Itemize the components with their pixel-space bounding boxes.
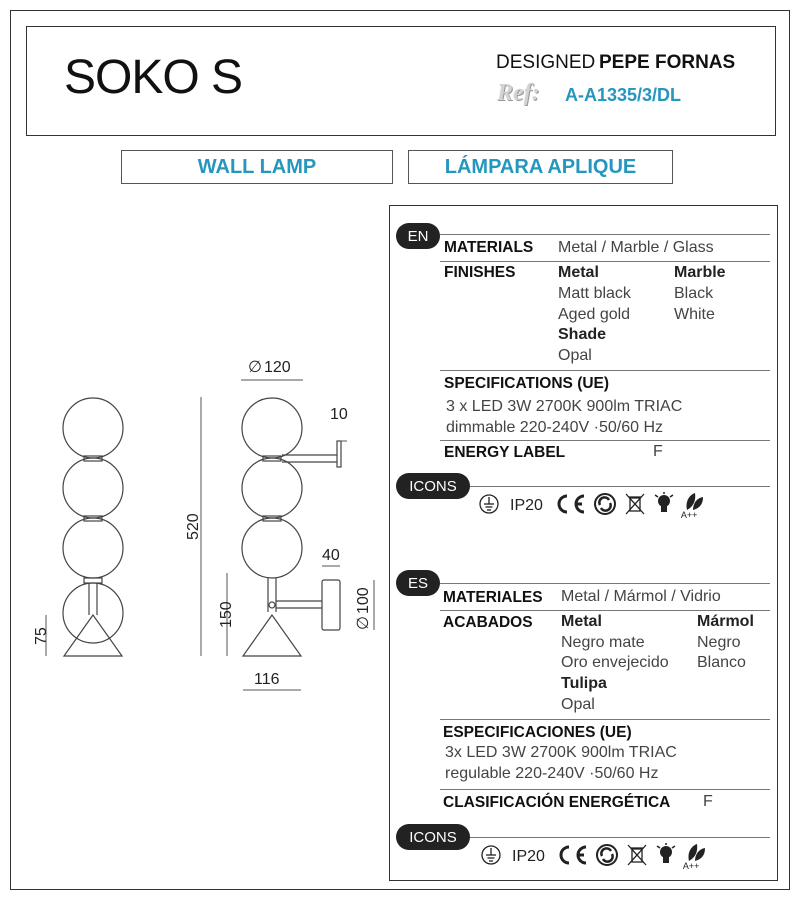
materials-label-es: MATERIALES [443,589,543,606]
energy-label-es: CLASIFICACIÓN ENERGÉTICA [443,794,671,811]
finish-item: Negro mate [561,634,645,651]
divider [440,789,770,790]
ce-mark-icon [553,493,587,520]
energy-label-en: ENERGY LABEL [444,444,566,461]
specs-line-es: 3x LED 3W 2700K 900lm TRIAC [445,744,677,761]
finishes-label-en: FINISHES [444,264,516,281]
front-globe-1 [63,398,123,458]
icons-badge-es: ICONS [396,824,470,850]
divider [440,610,770,611]
dim-width: 116 [254,671,280,688]
front-globe-3 [63,518,123,578]
divider [440,719,770,720]
divider [470,486,770,487]
ground-icon [478,493,500,520]
finish-item: White [674,306,715,323]
technical-drawing [0,200,385,700]
shade-item-en: Opal [558,347,592,364]
specs-line-es: regulable 220-240V ·50/60 Hz [445,765,659,782]
finish-marble-head-en: Marble [674,264,726,281]
divider [440,234,770,235]
lang-badge-es: ES [396,570,440,596]
front-globe-4 [63,583,123,643]
divider [440,261,770,262]
dim-plate: 100 [355,587,372,614]
side-cone [243,615,301,656]
divider [440,440,770,441]
ref-label: Ref: [497,80,540,106]
energy-class-leaf-icon: A++ [681,492,707,520]
dim-height: 520 [185,513,202,540]
title-es: LÁMPARA APLIQUE [408,150,673,184]
ref-value: A-A1335/3/DL [565,85,682,105]
shade-head-es: Tulipa [561,675,607,692]
materials-value-es: Metal / Mármol / Vidrio [561,588,721,605]
divider [470,837,770,838]
front-connector-3 [84,578,102,583]
designed-label: DESIGNED [496,52,596,73]
product-name: SOKO S [64,51,243,104]
finish-metal-head-es: Metal [561,613,602,630]
materials-label-en: MATERIALS [444,239,534,256]
finish-item: Blanco [697,654,746,671]
title-en: WALL LAMP [121,150,393,184]
front-globe-2 [63,458,123,518]
weee-bin-icon [625,843,649,872]
side-globe-1 [242,398,302,458]
side-globe-2 [242,458,302,518]
dim-base-height: 75 [33,627,50,645]
finishes-label-es: ACABADOS [443,614,533,631]
specs-line-en: 3 x LED 3W 2700K 900lm TRIAC [446,398,683,415]
finish-metal-head-en: Metal [558,264,599,281]
weee-bin-icon [623,492,647,521]
dim-lower: 150 [218,601,235,628]
finish-item: Negro [697,634,741,651]
finish-item: Black [674,285,714,302]
ce-mark-icon [555,844,589,871]
icons-row-es [480,843,709,871]
specs-line-en: dimmable 220-240V ·50/60 Hz [446,419,664,436]
materials-value-en: Metal / Marble / Glass [558,239,714,256]
icons-row-en [478,492,707,520]
finish-marble-head-es: Mármol [697,613,754,630]
ip-rating-en: IP20 [510,497,543,514]
wall-plate [322,580,340,630]
led-bulb-icon [655,843,677,872]
recycling-icon [593,492,617,521]
dim-diameter-symbol: ∅ [248,359,262,376]
designer-name: PEPE FORNAS [599,52,736,73]
ground-icon [480,844,502,871]
shade-item-es: Opal [561,696,595,713]
dim-depth: 40 [322,547,340,564]
dim-arm: 10 [330,406,348,423]
specs-label-en: SPECIFICATIONS (UE) [444,375,610,392]
dim-plate-symbol: ∅ [355,616,372,630]
specs-label-es: ESPECIFICACIONES (UE) [443,724,632,741]
lang-badge-en: EN [396,223,440,249]
energy-value-es: F [703,793,713,810]
led-bulb-icon [653,492,675,521]
energy-class-leaf-icon: A++ [683,843,709,871]
shade-head-en: Shade [558,326,607,343]
side-globe-3 [242,518,302,578]
energy-value-en: F [653,443,663,460]
finish-item: Aged gold [558,306,631,323]
ip-rating-es: IP20 [512,848,545,865]
finish-item: Matt black [558,285,631,302]
divider [440,370,770,371]
icons-badge-en: ICONS [396,473,470,499]
dim-diameter-top: 120 [264,359,291,376]
divider [440,583,770,584]
finish-item: Oro envejecido [561,654,669,671]
recycling-icon [595,843,619,872]
